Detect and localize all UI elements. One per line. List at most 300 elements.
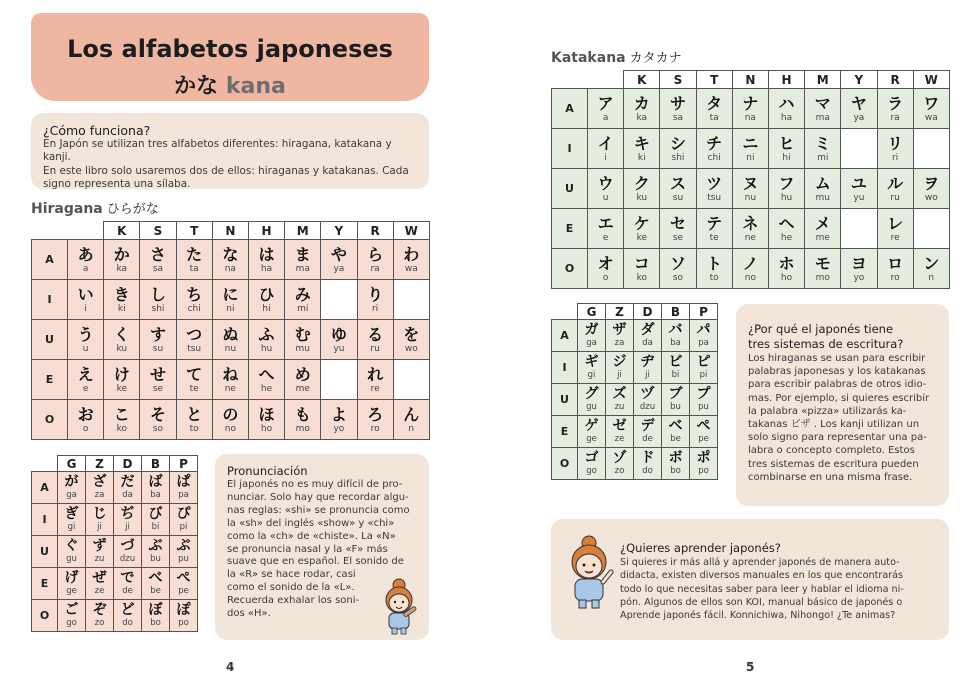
kana-cell [68, 360, 104, 400]
kana-cell [696, 169, 732, 209]
kana-romaji: ji [97, 522, 102, 532]
pronunciation-line: dos «H». [227, 608, 271, 620]
kana-romaji: ya [853, 112, 865, 123]
kana-cell [176, 360, 212, 400]
kana-glyph: ぐ [64, 538, 79, 554]
kana-cell [104, 320, 140, 360]
kana-glyph: ヲ [923, 173, 940, 193]
kana-glyph: ぬ [222, 324, 239, 344]
pronunciation-line: la «R» se hace rodar, casi [227, 569, 356, 581]
kana-column-header: R [357, 222, 393, 240]
kana-romaji: ze [94, 586, 105, 596]
kana-cell [634, 352, 662, 384]
kana-glyph: ジ [612, 354, 627, 370]
kana-glyph: わ [403, 244, 420, 264]
kana-cell [662, 448, 690, 480]
kana-row [552, 169, 950, 209]
kana-cell [606, 384, 634, 416]
kana-glyph: ゆ [330, 324, 347, 344]
kana-cell [690, 352, 718, 384]
kana-glyph: せ [149, 364, 166, 384]
kana-romaji: hi [782, 152, 791, 163]
kana-cell [805, 129, 841, 169]
pronunciation-line: Recuerda exhalar los soni- [227, 595, 360, 607]
kana-romaji: ze [614, 434, 625, 444]
kana-romaji: bu [670, 402, 681, 412]
kana-cell [660, 209, 696, 249]
kana-glyph: だ [120, 474, 135, 490]
kana-romaji: na [224, 263, 236, 274]
kana-glyph: ユ [850, 173, 867, 193]
kana-cell [690, 320, 718, 352]
kana-glyph: ア [597, 93, 614, 113]
pronunciation-heading: Pronunciación [227, 464, 308, 478]
kana-glyph: た [186, 244, 203, 264]
kana-corner-cell [552, 304, 578, 320]
how-line: signo representa una sílaba. [43, 178, 191, 191]
kana-row [552, 249, 950, 289]
kana-romaji: e [82, 383, 89, 394]
kana-glyph: プ [696, 386, 711, 402]
kana-romaji: te [189, 383, 199, 394]
kana-romaji: pa [698, 338, 709, 348]
how-line: En Japón se utilizan tres alfabetos diferentes: hiragana, katakana y kanji. [43, 138, 392, 164]
kana-cell [285, 320, 321, 360]
kana-cell [104, 280, 140, 320]
kana-romaji: n [928, 272, 935, 283]
kana-row [32, 240, 430, 280]
kana-romaji: tsu [187, 343, 202, 354]
kana-cell [114, 504, 142, 536]
kana-cell [768, 129, 804, 169]
kana-romaji: o [602, 272, 609, 283]
katakana-label-jp: カタカナ [629, 51, 682, 66]
kana-romaji: pa [178, 490, 189, 500]
kana-glyph: じ [92, 506, 107, 522]
kana-romaji: do [122, 618, 133, 628]
kana-cell [732, 129, 768, 169]
kana-column-header: W [913, 71, 949, 89]
kana-glyph: ご [64, 602, 79, 618]
kana-glyph: ボ [668, 450, 683, 466]
kana-romaji: be [670, 434, 681, 444]
kana-cell [393, 360, 429, 400]
kana-row [32, 472, 198, 504]
kana-glyph: デ [640, 418, 655, 434]
kana-cell [58, 568, 86, 600]
kana-romaji: no [224, 423, 236, 434]
kana-romaji: ko [636, 272, 647, 283]
kana-romaji: yu [333, 343, 345, 354]
kana-romaji: a [602, 112, 609, 123]
kana-cell [285, 400, 321, 440]
kana-romaji: re [890, 232, 900, 243]
kana-cell [662, 320, 690, 352]
kana-header-row [32, 222, 430, 240]
learn-heading: ¿Quieres aprender japonés? [620, 541, 781, 555]
kana-column-header: W [393, 222, 429, 240]
kana-cell [114, 472, 142, 504]
kana-cell [606, 352, 634, 384]
kana-glyph: レ [887, 213, 904, 233]
kana-romaji: mi [817, 152, 829, 163]
kana-glyph: セ [669, 213, 686, 233]
kana-romaji: o [82, 423, 89, 434]
kana-glyph: お [77, 404, 94, 424]
kana-romaji: ga [66, 490, 77, 500]
kana-row-label: A [32, 472, 58, 504]
kana-glyph: ぎ [64, 506, 79, 522]
how-line: En este libro solo usaremos dos de ellos: hiraganas y katakanas. Cada [43, 164, 409, 177]
kana-glyph: ぢ [120, 506, 135, 522]
kana-glyph: リ [887, 133, 904, 153]
kana-glyph: り [367, 284, 384, 304]
kana-glyph: ぞ [92, 602, 107, 618]
kana-glyph: の [222, 404, 239, 424]
kana-cell [732, 169, 768, 209]
kana-glyph: ざ [92, 474, 107, 490]
kana-glyph: い [77, 284, 94, 304]
kana-cell [805, 169, 841, 209]
kana-romaji: ne [744, 232, 756, 243]
kana-glyph: ゾ [612, 450, 627, 466]
kana-glyph: そ [149, 404, 166, 424]
kana-cell [877, 249, 913, 289]
kana-cell [660, 169, 696, 209]
kana-cell [634, 416, 662, 448]
kana-cell [321, 360, 357, 400]
kana-glyph: ノ [742, 253, 759, 273]
kana-row-label: O [32, 600, 58, 632]
kana-cell [768, 209, 804, 249]
kana-cell [732, 89, 768, 129]
kana-glyph: テ [706, 213, 723, 233]
kana-row [552, 352, 718, 384]
kana-cell [357, 240, 393, 280]
kana-cell [805, 209, 841, 249]
kana-glyph: エ [597, 213, 614, 233]
kana-cell [690, 384, 718, 416]
kana-cell [212, 240, 248, 280]
kana-romaji: ko [116, 423, 127, 434]
kana-romaji: bi [671, 370, 680, 380]
kana-glyph: ロ [887, 253, 904, 273]
kana-cell [393, 400, 429, 440]
kana-romaji: mu [295, 343, 310, 354]
kana-cell [114, 568, 142, 600]
kana-romaji: ya [333, 263, 345, 274]
kana-cell [104, 240, 140, 280]
kana-column-header: Y [841, 71, 877, 89]
kana-glyph: ず [92, 538, 107, 554]
kana-glyph: し [149, 284, 166, 304]
kana-romaji: gu [66, 554, 77, 564]
kana-row-label: U [32, 320, 68, 360]
kana-cell [841, 129, 877, 169]
kana-glyph: コ [633, 253, 650, 273]
kana-romaji: shi [151, 303, 165, 314]
kana-word: kana [225, 74, 286, 99]
kana-romaji: wo [924, 192, 938, 203]
kana-cell [170, 568, 198, 600]
kana-cell [212, 320, 248, 360]
kana-cell [624, 89, 660, 129]
kana-romaji: mo [295, 423, 310, 434]
kana-column-header: G [58, 456, 86, 472]
kana-romaji: go [586, 466, 597, 476]
kana-glyph: る [367, 324, 384, 344]
kana-glyph: ヌ [742, 173, 759, 193]
kana-cell [662, 416, 690, 448]
kana-row [32, 280, 430, 320]
kana-column-header: T [176, 222, 212, 240]
kana-glyph: ナ [742, 93, 759, 113]
pronunciation-line: suave que en español. El sonido de [227, 556, 404, 568]
how-it-works-box [31, 113, 429, 189]
why-line: para escribir palabras de otros idio- [748, 379, 927, 391]
kana-glyph: ゼ [612, 418, 627, 434]
kana-romaji: da [122, 490, 133, 500]
kana-glyph: ク [633, 173, 650, 193]
kana-romaji: bu [150, 554, 161, 564]
kana-romaji: ro [370, 423, 380, 434]
kana-romaji: ro [890, 272, 900, 283]
pronunciation-line: como el sonido de la «L». [227, 582, 355, 594]
kana-row-label: E [552, 209, 588, 249]
kana-romaji: ku [636, 192, 648, 203]
kana-romaji: ta [189, 263, 199, 274]
kana-row [552, 448, 718, 480]
kana-romaji: mi [297, 303, 309, 314]
kana-romaji: ge [66, 586, 77, 596]
kana-glyph: ぱ [176, 474, 191, 490]
kana-cell [58, 472, 86, 504]
kana-cell [662, 384, 690, 416]
kana-column-header: B [662, 304, 690, 320]
kana-glyph: ぽ [176, 602, 191, 618]
kana-row [32, 504, 198, 536]
kana-cell [86, 568, 114, 600]
kana-cell [624, 169, 660, 209]
kana-glyph: ぺ [176, 570, 191, 586]
kana-romaji: ki [637, 152, 646, 163]
pronunciation-line: nas reglas: «shi» se pronuncia como [227, 504, 410, 516]
kana-cell [578, 416, 606, 448]
kana-glyph: う [77, 324, 94, 344]
kana-glyph: ム [814, 173, 831, 193]
kana-romaji: to [709, 272, 719, 283]
kana-cell [768, 89, 804, 129]
kana-glyph: ヤ [850, 93, 867, 113]
kana-romaji: da [642, 338, 653, 348]
kana-vowel-column-header [588, 71, 624, 89]
kana-corner-cell [32, 222, 68, 240]
kana-cell [321, 280, 357, 320]
kana-romaji: ke [636, 232, 647, 243]
kana-glyph: ど [120, 602, 135, 618]
kana-row [32, 400, 430, 440]
why-heading: ¿Por qué el japonés tiene [748, 322, 894, 336]
kana-cell [841, 89, 877, 129]
kana-cell [624, 209, 660, 249]
kana-cell [588, 169, 624, 209]
kana-romaji: be [150, 586, 161, 596]
kana-cell [660, 249, 696, 289]
kana-romaji: tsu [707, 192, 722, 203]
kana-cell [393, 240, 429, 280]
kana-row-label: A [552, 89, 588, 129]
kana-column-header: Z [606, 304, 634, 320]
kana-cell [696, 209, 732, 249]
kana-glyph: ほ [258, 404, 275, 424]
why-line: takanas ピザ . Los kanji utilizan un [748, 419, 920, 431]
kana-cell [357, 280, 393, 320]
kana-cell [732, 209, 768, 249]
kana-cell [578, 384, 606, 416]
kana-glyph: ヒ [778, 133, 795, 153]
kana-glyph: す [149, 324, 166, 344]
kana-romaji: he [780, 232, 793, 243]
kana-romaji: so [672, 272, 684, 283]
kana-cell [104, 400, 140, 440]
kana-romaji: su [152, 343, 164, 354]
kana-glyph: ぼ [148, 602, 163, 618]
kana-glyph: オ [597, 253, 614, 273]
kana-glyph: フ [778, 173, 795, 193]
kana-row-label: O [552, 249, 588, 289]
katakana-label: Katakana [551, 50, 626, 66]
kana-cell [578, 352, 606, 384]
kana-column-header: P [170, 456, 198, 472]
kana-glyph: ラ [887, 93, 904, 113]
kana-cell [696, 249, 732, 289]
kana-cell [248, 240, 284, 280]
kana-glyph: ギ [584, 354, 599, 370]
kana-cell [805, 249, 841, 289]
kana-romaji: za [94, 490, 105, 500]
kana-romaji: ge [586, 434, 597, 444]
kana-cell [841, 209, 877, 249]
kana-glyph: ウ [597, 173, 614, 193]
kana-romaji: ka [116, 263, 128, 274]
kana-glyph: ベ [668, 418, 683, 434]
kana-glyph: ン [923, 253, 940, 273]
kana-romaji: ba [670, 338, 681, 348]
kana-romaji: ji [645, 370, 650, 380]
kana-cell [662, 352, 690, 384]
kana-cell [58, 504, 86, 536]
kana-cell [142, 600, 170, 632]
kana-cell [690, 448, 718, 480]
kana-romaji: gi [67, 522, 76, 532]
kana-glyph: ぴ [176, 506, 191, 522]
kana-glyph: さ [149, 244, 166, 264]
kana-header-row [552, 71, 950, 89]
kana-cell [913, 169, 949, 209]
kana-cell [285, 360, 321, 400]
kana-romaji: dzu [119, 554, 136, 564]
kana-cell [86, 504, 114, 536]
kana-romaji: ha [780, 112, 793, 123]
kana-romaji: hu [260, 343, 273, 354]
kana-cell [285, 240, 321, 280]
kana-glyph: は [258, 244, 275, 264]
page-number: 4 [226, 660, 235, 674]
kana-cell [578, 320, 606, 352]
kana-cell [170, 472, 198, 504]
page-title: Los alfabetos japoneses [67, 35, 393, 63]
kana-cell [606, 320, 634, 352]
kana-romaji: de [642, 434, 653, 444]
kana-glyph: ぶ [148, 538, 163, 554]
kana-cell [140, 320, 176, 360]
kana-column-header: G [578, 304, 606, 320]
kana-glyph: ツ [706, 173, 723, 193]
learn-line: didacta, existen diversos manuales en los que encontrarás [620, 570, 904, 582]
kana-glyph: ソ [669, 253, 686, 273]
kana-cell [357, 320, 393, 360]
kana-romaji: nu [224, 343, 237, 354]
kana-romaji: zo [614, 466, 625, 476]
kana-romaji: to [189, 423, 199, 434]
kana-romaji: ri [891, 152, 899, 163]
kana-romaji: ha [260, 263, 273, 274]
kana-column-header: M [805, 71, 841, 89]
kana-glyph: カ [633, 93, 650, 113]
kana-romaji: no [744, 272, 756, 283]
kana-cell [170, 600, 198, 632]
kana-cell [176, 280, 212, 320]
kana-glyph: マ [814, 93, 831, 113]
kana-cell [176, 240, 212, 280]
kana-row [552, 416, 718, 448]
kana-glyph: こ [113, 404, 130, 424]
title-banner [31, 13, 429, 101]
kana-column-header: Y [321, 222, 357, 240]
kana-row-label: U [32, 536, 58, 568]
kana-glyph: チ [706, 133, 723, 153]
kana-romaji: sa [672, 112, 684, 123]
kana-row [552, 320, 718, 352]
kana-row-label: A [552, 320, 578, 352]
page-subtitle [31, 69, 429, 100]
kana-romaji: hi [262, 303, 271, 314]
kana-romaji: ki [117, 303, 126, 314]
kana-glyph: げ [64, 570, 79, 586]
kana-glyph: に [222, 284, 239, 304]
kana-column-header: N [732, 71, 768, 89]
learn-text [620, 541, 942, 622]
kana-cell [357, 400, 393, 440]
why-line: solo signo para representar una pa- [748, 432, 927, 444]
kana-cell [606, 416, 634, 448]
kana-cell [170, 504, 198, 536]
kana-cell [877, 209, 913, 249]
kana-romaji: pi [699, 370, 708, 380]
kana-romaji: ni [746, 152, 755, 163]
kana-row-label: I [552, 129, 588, 169]
kana-cell [68, 400, 104, 440]
kana-glyph: ヘ [778, 213, 795, 233]
kana-glyph: ネ [742, 213, 759, 233]
kana-romaji: gu [586, 402, 597, 412]
kana-romaji: ma [815, 112, 830, 123]
kana-glyph: み [294, 284, 311, 304]
kana-glyph: や [330, 244, 347, 264]
kana-cell [588, 209, 624, 249]
kana-glyph: で [120, 570, 135, 586]
kana-romaji: so [152, 423, 164, 434]
